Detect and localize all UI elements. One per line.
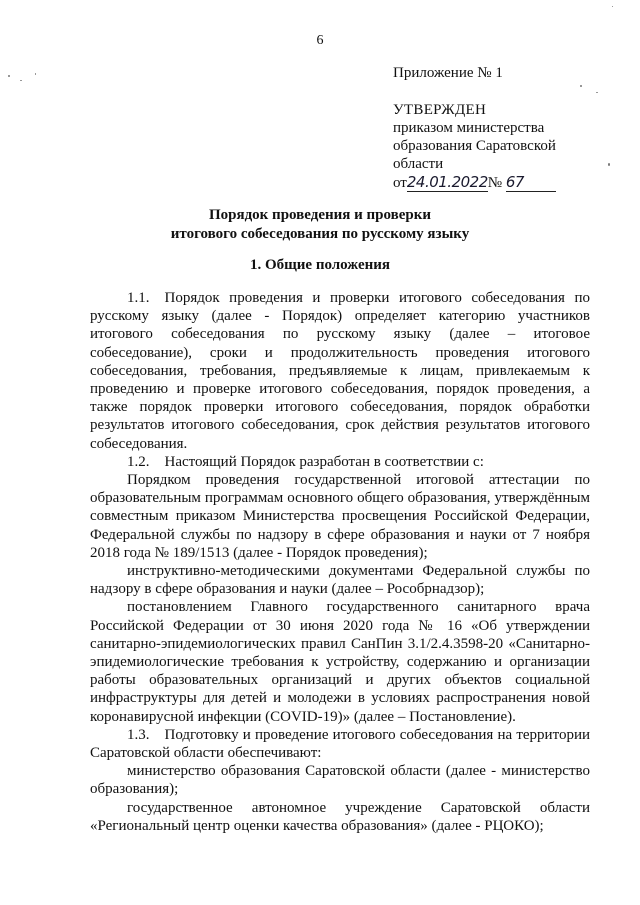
paragraph-1-3: 1.3. Подготовку и проведение итогового собеседования на территории Саратовской области обеспечивают:	[90, 726, 590, 762]
page-number: 6	[316, 33, 324, 48]
from-label: от	[393, 175, 407, 191]
paragraph-ministry: министерство образования Саратовской области (далее - министерство образования);	[90, 763, 590, 798]
approval-line-3: области	[393, 156, 444, 172]
document-title	[0, 206, 640, 244]
handwritten-date: 24.01.2022	[406, 173, 488, 191]
paragraph-1-1: 1.1. Порядок проведения и проверки итогового собеседования по русскому языку (далее - Порядок) определяет категорию участников итогового собеседования по русскому языку (далее – итоговое собеседование), сроки и продолжительность проведения итогового собеседования, требования, предъявляемые к лицам, привлекаемым к проведению и проверке итогового собеседования, порядок проведения, а также порядок проверки итогового собеседования, порядок обработки результатов итогового собеседования, срок действия результатов итогового собеседования.	[90, 290, 590, 452]
approval-date-line	[393, 173, 618, 192]
approval-line-2: образования Саратовской	[393, 138, 556, 154]
paragraph-resolution: постановлением Главного государственного санитарного врача Российской Федерации от 30 июня 2020 года № 16 «Об утверждении санитарно-эпидемиологических правил СанПин 3.1/2.4.3598-20 «Санитарно-эпидемиологические требования к устройству, содержанию и организации работы образовательных организаций и других объектов социальной инфраструктуры для детей и молодежи в условиях распространения новой коронавирусной инфекции (COVID-19)» (далее – Постановление).	[90, 599, 590, 725]
title-line-2: итогового собеседования по русскому языку	[170, 226, 470, 242]
scan-speck	[20, 80, 22, 81]
body-text	[90, 289, 590, 835]
paragraph-rcoko: государственное автономное учреждение Саратовской области «Региональный центр оценки качества образования» (далее - РЦОКО);	[90, 799, 590, 834]
scan-speck	[608, 163, 610, 166]
scan-speck	[596, 92, 598, 93]
approval-block	[393, 101, 618, 192]
title-line-1: Порядок проведения и проверки	[208, 207, 432, 223]
number-label: №	[487, 175, 503, 191]
scan-speck	[35, 73, 36, 75]
scan-speck	[8, 75, 10, 77]
appendix-label: Приложение № 1	[393, 65, 503, 81]
section-heading: 1. Общие положения	[249, 257, 391, 273]
paragraph-1-2: 1.2. Настоящий Порядок разработан в соответствии с:	[127, 453, 484, 470]
paragraph-order: Порядком проведения государственной итоговой аттестации по образовательным программам основного общего образования, утверждённым совместным приказом Министерства просвещения Российской Федерации, Федеральной службы по надзору в сфере образования и науки от 7 ноября 2018 года № 189/1513 (далее - Порядок проведения);	[90, 472, 590, 561]
scan-speck	[612, 6, 613, 7]
paragraph-instructions: инструктивно-методическими документами Федеральной службы по надзору в сфере образования и науки (далее – Рособрнадзор);	[90, 563, 590, 598]
approval-line-1: приказом министерства	[393, 120, 545, 136]
handwritten-number: 67	[506, 173, 556, 192]
approval-heading: УТВЕРЖДЕН	[393, 102, 487, 118]
scan-speck	[580, 85, 582, 87]
